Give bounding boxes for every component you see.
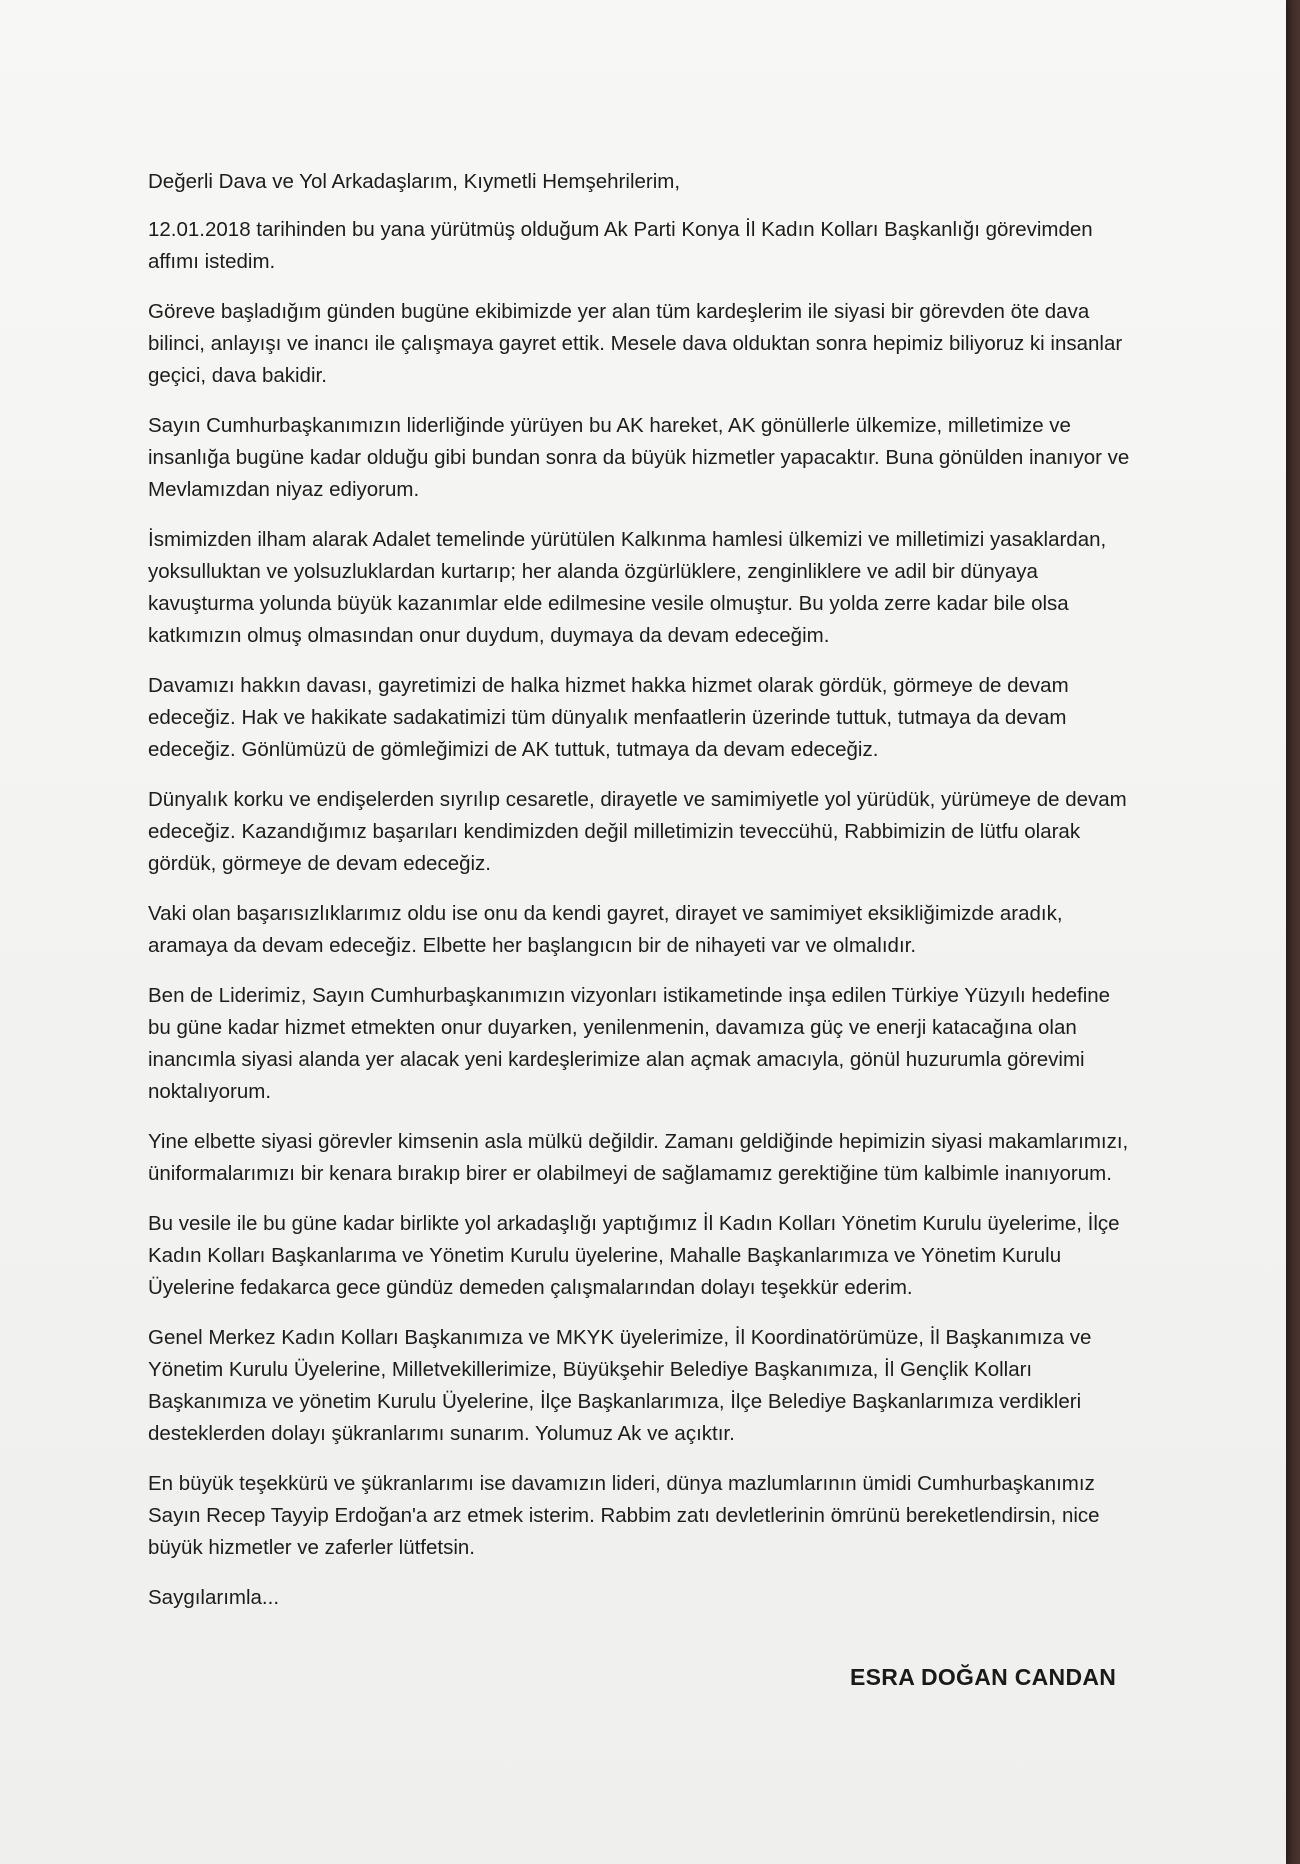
- signature-name: ESRA DOĞAN CANDAN: [850, 1664, 1117, 1690]
- paragraph-4: İsmimizden ilham alarak Adalet temelinde yürütülen Kalkınma hamlesi ülkemizi ve milletimizi yasaklardan, yoksulluktan ve yolsuzluklardan kurtarıp; her alanda özgürlüklere, zenginliklere ve adil bir dünyaya kavuşturma yolunda büyük kazanımlar elde edilmesine vesile olmuştur. Bu yolda zerre kadar bile olsa katkımızın olmuş olmasından onur duydum, duymaya da devam edeceğim.: [148, 528, 1107, 647]
- paragraph-3: Sayın Cumhurbaşkanımızın liderliğinde yürüyen bu AK hareket, AK gönüllerle ülkemize, milletimize ve insanlığa bugüne kadar olduğu gibi bundan sonra da büyük hizmetler yapacaktır. Buna gönülden inanıyor ve Mevlamızdan niyaz ediyorum.: [148, 414, 1130, 501]
- paragraph-2: Göreve başladığım günden bugüne ekibimizde yer alan tüm kardeşlerim ile siyasi bir görevden öte dava bilinci, anlayışı ve inancı ile çalışmaya gayret ettik. Mesele dava olduktan sonra hepimiz biliyoruz ki insanlar geçici, dava bakidir.: [148, 300, 1123, 387]
- salutation: Değerli Dava ve Yol Arkadaşlarım, Kıymetli Hemşehrilerim,: [148, 170, 681, 193]
- letter-body: [148, 166, 1138, 1632]
- closing: Saygılarımla...: [148, 1586, 280, 1609]
- paragraph-5: Davamızı hakkın davası, gayretimizi de halka hizmet hakka hizmet olarak gördük, görmeye de devam edeceğiz. Hak ve hakikate sadakatimizi tüm dünyalık menfaatlerin üzerinde tuttuk, tutmaya da devam edeceğiz. Gönlümüzü de gömleğimizi de AK tuttuk, tutmaya da devam edeceğiz.: [148, 674, 1069, 761]
- paragraph-9: Yine elbette siyasi görevler kimsenin asla mülkü değildir. Zamanı geldiğinde hepimizin siyasi makamlarımızı, üniformalarımızı bir kenara bırakıp birer er olabilmeyi de sağlamamız gerektiğine tüm kalbimle inanıyorum.: [148, 1130, 1129, 1185]
- paragraph-11: Genel Merkez Kadın Kolları Başkanımıza ve MKYK üyelerimize, İl Koordinatörümüze, İl Başkanımıza ve Yönetim Kurulu Üyelerine, Milletvekillerimize, Büyükşehir Belediye Başkanımıza, İl Gençlik Kolları Başkanımıza ve yönetim Kurulu Üyelerine, İlçe Başkanlarımıza, İlçe Belediye Başkanlarımıza verdikleri desteklerden dolayı şükranlarımı sunarım. Yolumuz Ak ve açıktır.: [148, 1326, 1092, 1445]
- paragraph-7: Vaki olan başarısızlıklarımız oldu ise onu da kendi gayret, dirayet ve samimiyet eksikliğimizde aradık, aramaya da devam edeceğiz. Elbette her başlangıcın bir de nihayeti var ve olmalıdır.: [148, 902, 1063, 957]
- paragraph-1: 12.01.2018 tarihinden bu yana yürütmüş olduğum Ak Parti Konya İl Kadın Kolları Başkanlığı görevimden affımı istedim.: [148, 218, 1093, 273]
- paragraph-10: Bu vesile ile bu güne kadar birlikte yol arkadaşlığı yaptığımız İl Kadın Kolları Yönetim Kurulu üyelerime, İlçe Kadın Kolları Başkanlarıma ve Yönetim Kurulu üyelerine, Mahalle Başkanlarımıza ve Yönetim Kurulu Üyelerine fedakarca gece gündüz demeden çalışmalarından dolayı teşekkür ederim.: [148, 1212, 1120, 1299]
- paragraph-6: Dünyalık korku ve endişelerden sıyrılıp cesaretle, dirayetle ve samimiyetle yol yürüdük, yürümeye de devam edeceğiz. Kazandığımız başarıları kendimizden değil milletimizin teveccühü, Rabbimizin de lütfu olarak gördük, görmeye de devam edeceğiz.: [148, 788, 1127, 875]
- paragraph-12: En büyük teşekkürü ve şükranlarımı ise davamızın lideri, dünya mazlumlarının ümidi Cumhurbaşkanımız Sayın Recep Tayyip Erdoğan'a arz etmek isterim. Rabbim zatı devletlerinin ömrünü bereketlendirsin, nice büyük hizmetler ve zaferler lütfetsin.: [148, 1472, 1100, 1559]
- paragraph-8: Ben de Liderimiz, Sayın Cumhurbaşkanımızın vizyonları istikametinde inşa edilen Türkiye Yüzyılı hedefine bu güne kadar hizmet etmekten onur duyarken, yenilenmenin, davamıza güç ve enerji katacağına olan inancımla siyasi alanda yer alacak yeni kardeşlerimize alan açmak amacıyla, gönül huzurumla görevimi noktalıyorum.: [148, 984, 1111, 1103]
